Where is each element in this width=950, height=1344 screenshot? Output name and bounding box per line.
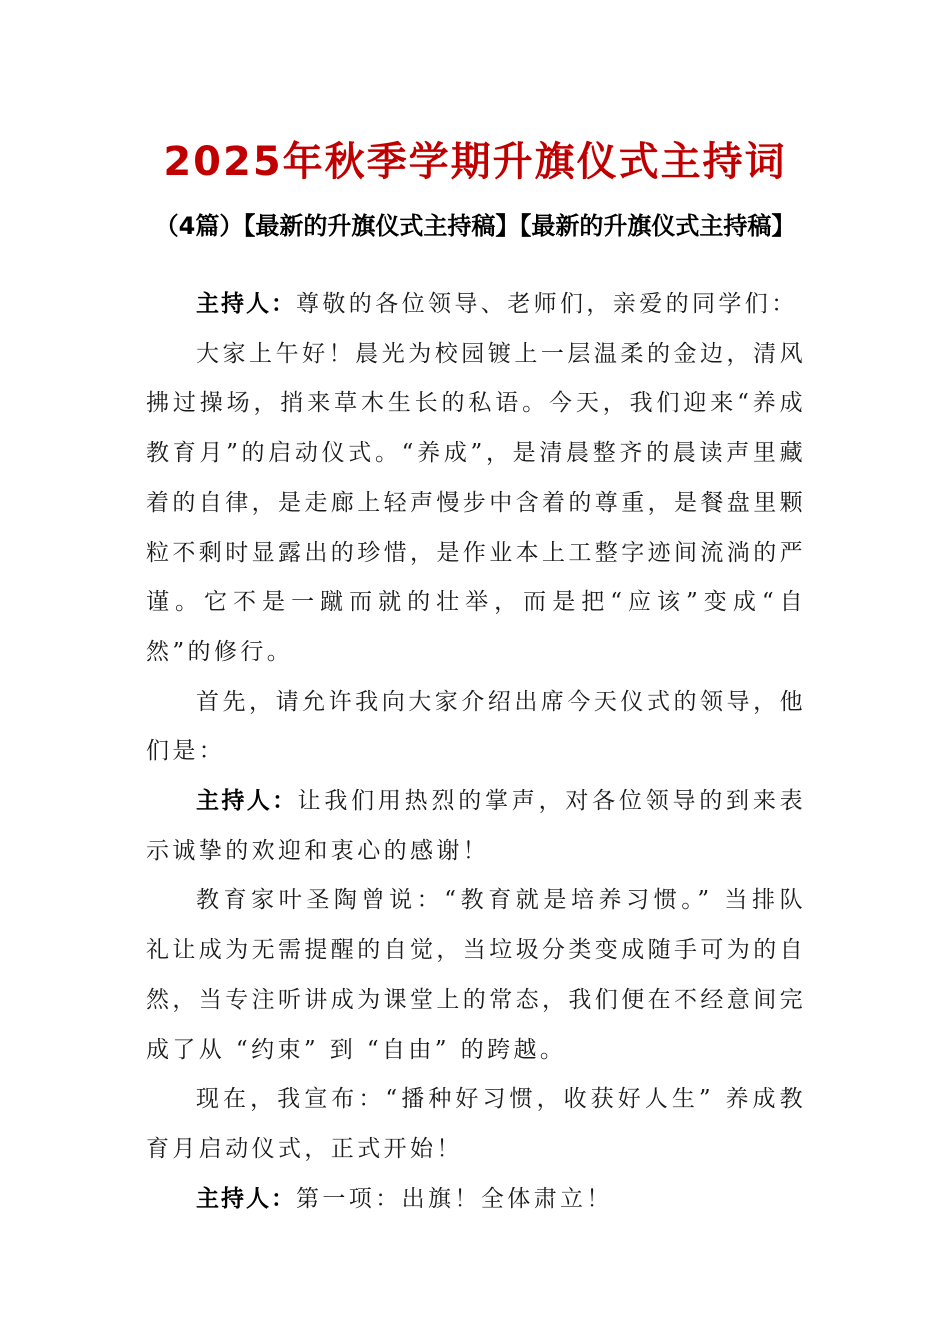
paragraph [146, 1175, 806, 1225]
document-subtitle: （4篇）【最新的升旗仪式主持稿】【最新的升旗仪式主持稿】 [154, 212, 796, 240]
paragraph-text: 首先，请允许我向大家介绍出席今天仪式的领导，他们是： [146, 688, 806, 765]
speaker-label: 主持人： [196, 788, 298, 815]
paragraph-text: 现在，我宣布：“播种好习惯，收获好人生” 养成教育月启动仪式，正式开始！ [146, 1086, 806, 1162]
paragraph [146, 876, 806, 1075]
paragraph-text: 教育家叶圣陶曾说：“教育就是培养习惯。” 当排队礼让成为无需提醒的自觉，当垃圾分类变成随手可为的自然，当专注听讲成为课堂上的常态，我们便在不经意间完成了从 “约束” 到 “自由” 的跨越。 [146, 887, 806, 1063]
paragraph [146, 1075, 806, 1174]
paragraph [146, 330, 806, 678]
paragraph-text: 让我们用热烈的掌声，对各位领导的到来表示诚挚的欢迎和衷心的感谢！ [146, 788, 806, 864]
paragraph [146, 777, 806, 876]
document-body [146, 280, 806, 1224]
speaker-label: 主持人： [196, 1185, 296, 1212]
paragraph-text: 大家上午好！晨光为校园镀上一层温柔的金边，清风拂过操场，捎来草木生长的私语。今天，我们迎来“养成教育月”的启动仪式。“养成”，是清晨整齐的晨读声里藏着的自律，是走廊上轻声慢步中含着的尊重，是餐盘里颗粒不剩时显露出的珍惜，是作业本上工整字迹间流淌的严谨。它不是一蹴而就的壮举，而是把“应该”变成“自然”的修行。 [146, 340, 806, 665]
paragraph-text: 尊敬的各位领导、老师们，亲爱的同学们： [296, 291, 798, 317]
paragraph-text: 第一项：出旗！全体肃立！ [296, 1185, 613, 1212]
document-title: 2025年秋季学期升旗仪式主持词 [163, 139, 787, 185]
paragraph [146, 678, 806, 777]
paragraph [146, 280, 806, 330]
speaker-label: 主持人： [196, 291, 296, 317]
